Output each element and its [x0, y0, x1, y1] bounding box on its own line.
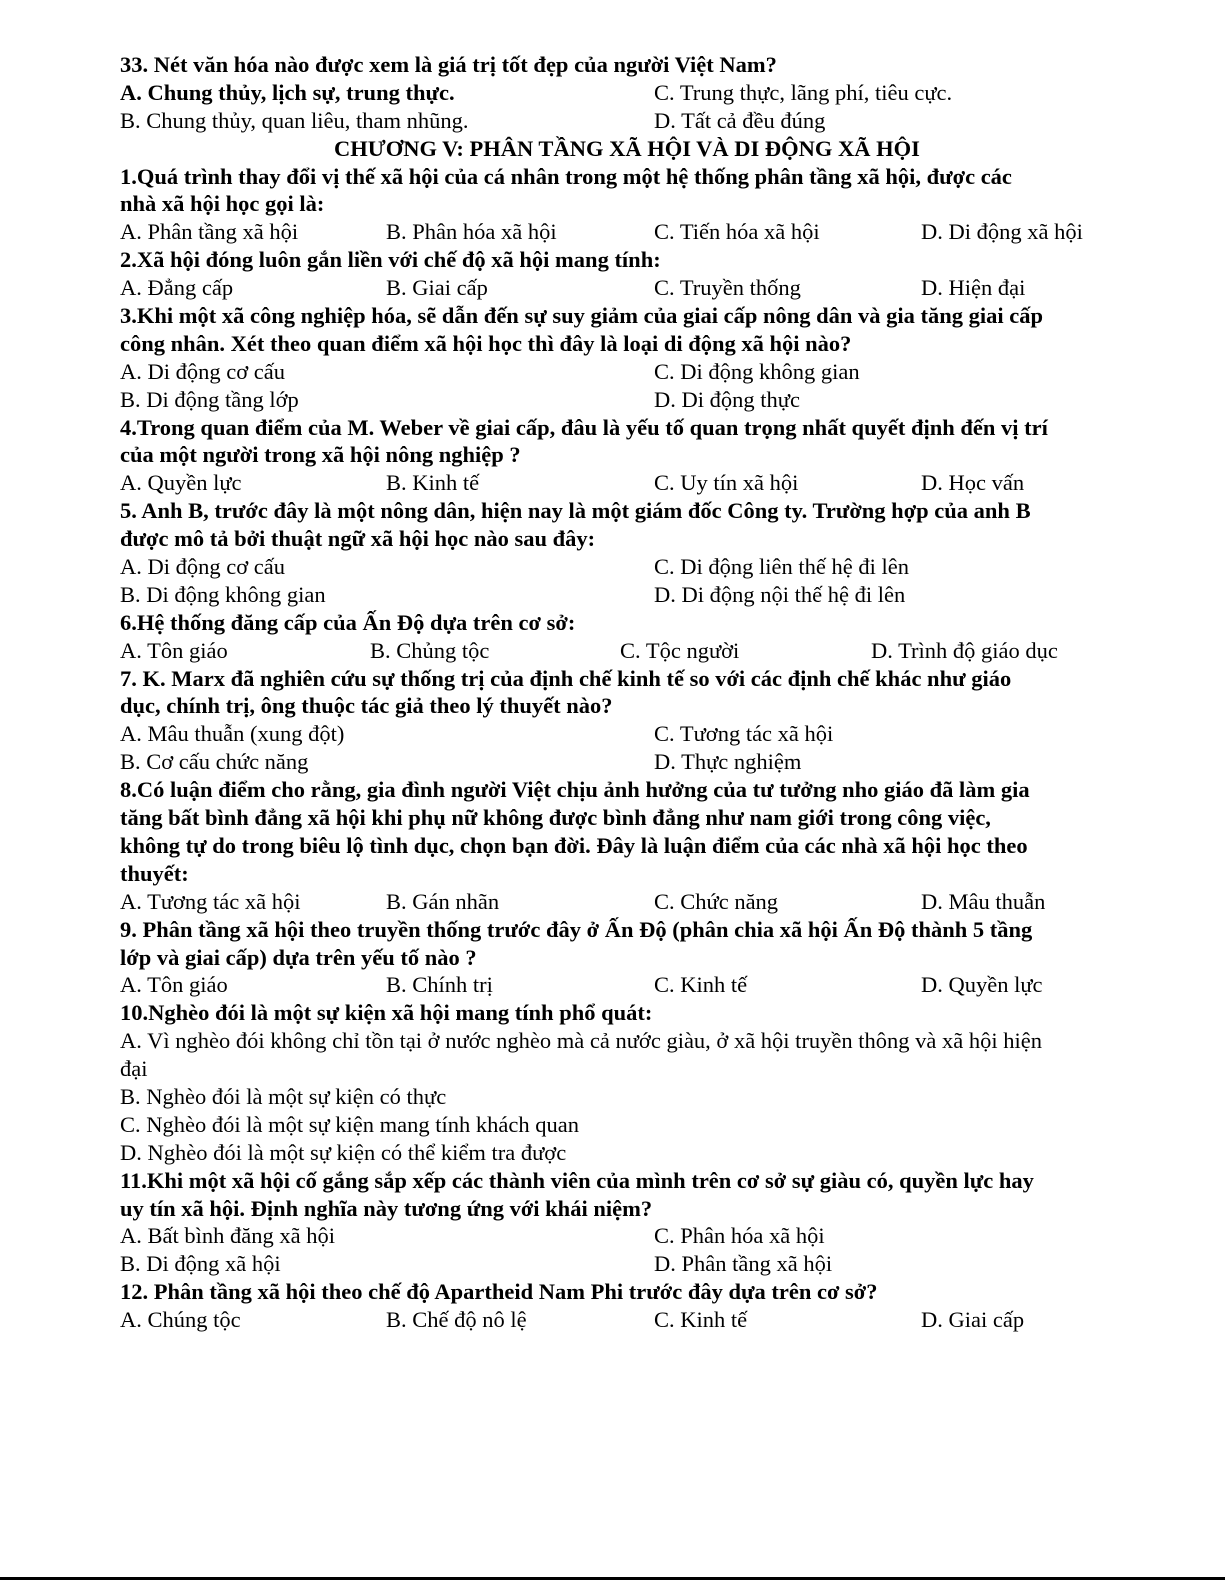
question-8-cont: không tự do trong biêu lộ tình dục, chọn bạn đời. Đây là luận điểm của các nhà xã hội học theo — [120, 832, 1028, 858]
option-c: C. Phân hóa xã hội — [654, 1223, 825, 1249]
option-row — [120, 971, 1120, 999]
option-c: C. Nghèo đói là một sự kiện mang tính khách quan — [120, 1111, 579, 1137]
option-a: A. Quyền lực — [120, 470, 242, 496]
option-a: A. Chung thủy, lịch sự, trung thực. — [120, 79, 455, 105]
option-c: C. Di động không gian — [654, 358, 860, 384]
option-b: B. Giai cấp — [386, 275, 488, 301]
option-a: A. Di động cơ cấu — [120, 554, 285, 580]
option-a: A. Tôn giáo — [120, 637, 228, 663]
option-row — [120, 1306, 1120, 1334]
question-1: 1.Quá trình thay đổi vị thế xã hội của cá nhân trong một hệ thống phân tầng xã hội, được các — [120, 163, 1012, 189]
question-10: 10.Nghèo đói là một sự kiện xã hội mang tính phổ quát: — [120, 1000, 653, 1026]
question-6: 6.Hệ thống đăng cấp của Ấn Độ dựa trên cơ sở: — [120, 609, 576, 635]
option-a: A. Bất bình đăng xã hội — [120, 1223, 335, 1249]
option-b: B. Chính trị — [386, 972, 493, 998]
option-b: B. Di động xã hội — [120, 1251, 281, 1277]
option-c: C. Tộc người — [620, 637, 740, 663]
question-3: 3.Khi một xã công nghiệp hóa, sẽ dẫn đến sự suy giảm của giai cấp nông dân và gia tăng giai cấp — [120, 303, 1044, 329]
option-c: C. Trung thực, lãng phí, tiêu cực. — [654, 79, 953, 105]
question-8-cont: thuyết: — [120, 860, 189, 886]
option-d: D. Di động thực — [654, 386, 800, 412]
option-a-cont: đại — [120, 1056, 148, 1082]
option-b: B. Cơ cấu chức năng — [120, 749, 309, 775]
question-7-cont: dục, chính trị, ông thuộc tác giả theo lý thuyết nào? — [120, 693, 613, 719]
question-5: 5. Anh B, trước đây là một nông dân, hiện nay là một giám đốc Công ty. Trường hợp của anh B — [120, 498, 1031, 524]
option-d: D. Mâu thuẫn — [921, 888, 1046, 914]
option-b: B. Chủng tộc — [370, 637, 490, 663]
option-row — [120, 218, 1120, 246]
option-row — [120, 79, 1120, 107]
option-a: A. Phân tầng xã hội — [120, 219, 299, 245]
option-d: D. Quyền lực — [921, 972, 1043, 998]
option-c: C. Di động liên thế hệ đi lên — [654, 554, 909, 580]
option-d: D. Di động xã hội — [921, 219, 1083, 245]
option-c: C. Kinh tế — [654, 972, 748, 998]
option-c: C. Truyền thống — [654, 275, 801, 301]
chapter-title: CHƯƠNG V: PHÂN TẦNG XÃ HỘI VÀ DI ĐỘNG XÃ HỘI — [334, 135, 920, 161]
option-b: B. Phân hóa xã hội — [386, 219, 557, 245]
question-8-cont: tăng bất bình đẳng xã hội khi phụ nữ không được bình đẳng như nam giới trong công việc, — [120, 805, 991, 831]
question-5-cont: được mô tả bởi thuật ngữ xã hội học nào sau đây: — [120, 526, 596, 552]
question-9-cont: lớp và giai cấp) dựa trên yếu tố nào ? — [120, 944, 477, 970]
option-d: D. Thực nghiệm — [654, 749, 802, 775]
question-11: 11.Khi một xã hội cố gắng sắp xếp các thành viên của mình trên cơ sở sự giàu có, quyền lực hay — [120, 1167, 1034, 1193]
question-12: 12. Phân tầng xã hội theo chế độ Apartheid Nam Phi trước đây dựa trên cơ sở? — [120, 1279, 878, 1305]
question-7: 7. K. Marx đã nghiên cứu sự thống trị của định chế kinh tế so với các định chế khác như giáo — [120, 665, 1012, 691]
option-row — [120, 637, 1120, 665]
question-33: 33. Nét văn hóa nào được xem là giá trị tốt đẹp của người Việt Nam? — [120, 52, 777, 77]
question-9: 9. Phân tầng xã hội theo truyền thống trước đây ở Ấn Độ (phân chia xã hội Ấn Độ thành 5 tầng — [120, 916, 1033, 942]
question-8: 8.Có luận điểm cho rằng, gia đình người Việt chịu ảnh hưởng của tư tưởng nho giáo đã làm gia — [120, 777, 1030, 803]
option-d: D. Học vấn — [921, 470, 1025, 496]
question-11-cont: uy tín xã hội. Định nghĩa này tương ứng với khái niệm? — [120, 1195, 653, 1221]
option-row — [120, 720, 1120, 748]
option-a: A. Tôn giáo — [120, 972, 228, 998]
option-row — [120, 469, 1120, 497]
option-a: A. Mâu thuẫn (xung đột) — [120, 721, 345, 747]
option-a: A. Di động cơ cấu — [120, 358, 285, 384]
option-row — [120, 553, 1120, 581]
question-3-cont: công nhân. Xét theo quan điểm xã hội học thì đây là loại di động xã hội nào? — [120, 330, 852, 356]
option-c: C. Chức năng — [654, 888, 779, 914]
option-b: B. Nghèo đói là một sự kiện có thực — [120, 1083, 447, 1109]
exam-page — [120, 51, 1120, 1334]
bottom-divider — [0, 1577, 1225, 1580]
option-row — [120, 581, 1120, 609]
option-row — [120, 107, 1120, 135]
option-row — [120, 888, 1120, 916]
option-row — [120, 386, 1120, 414]
option-b: B. Chế độ nô lệ — [386, 1307, 527, 1333]
option-b: B. Gán nhãn — [386, 888, 500, 914]
question-4-cont: của một người trong xã hội nông nghiệp ? — [120, 442, 521, 468]
option-c: C. Kinh tế — [654, 1307, 748, 1333]
question-2: 2.Xã hội đóng luôn gắn liền với chế độ xã hội mang tính: — [120, 247, 661, 273]
option-a: A. Đẳng cấp — [120, 275, 234, 301]
option-b: B. Di động tầng lớp — [120, 386, 299, 412]
option-d: D. Tất cả đều đúng — [654, 107, 826, 133]
option-row — [120, 358, 1120, 386]
option-b: B. Chung thủy, quan liêu, tham nhũng. — [120, 107, 469, 133]
option-c: C. Tương tác xã hội — [654, 721, 834, 747]
option-b: B. Kinh tế — [386, 470, 480, 496]
question-4: 4.Trong quan điểm của M. Weber về giai cấp, đâu là yếu tố quan trọng nhất quyết định đến vị trí — [120, 414, 1048, 440]
option-row — [120, 274, 1120, 302]
option-d: D. Giai cấp — [921, 1307, 1025, 1333]
option-c: C. Uy tín xã hội — [654, 470, 799, 496]
option-d: D. Nghèo đói là một sự kiện có thể kiểm tra được — [120, 1139, 567, 1165]
option-row — [120, 1250, 1120, 1278]
option-d: D. Hiện đại — [921, 275, 1026, 301]
option-d: D. Phân tầng xã hội — [654, 1251, 833, 1277]
option-d: D. Trình độ giáo dục — [871, 637, 1058, 663]
option-a: A. Tương tác xã hội — [120, 888, 301, 914]
option-b: B. Di động không gian — [120, 581, 326, 607]
option-d: D. Di động nội thế hệ đi lên — [654, 581, 906, 607]
option-row — [120, 1222, 1120, 1250]
option-c: C. Tiến hóa xã hội — [654, 219, 820, 245]
option-row — [120, 748, 1120, 776]
question-1-cont: nhà xã hội học gọi là: — [120, 191, 325, 217]
option-a: A. Chúng tộc — [120, 1307, 241, 1333]
option-a: A. Vì nghèo đói không chỉ tồn tại ở nước nghèo mà cả nước giàu, ở xã hội truyền thông và xã hội hiện — [120, 1028, 1043, 1054]
